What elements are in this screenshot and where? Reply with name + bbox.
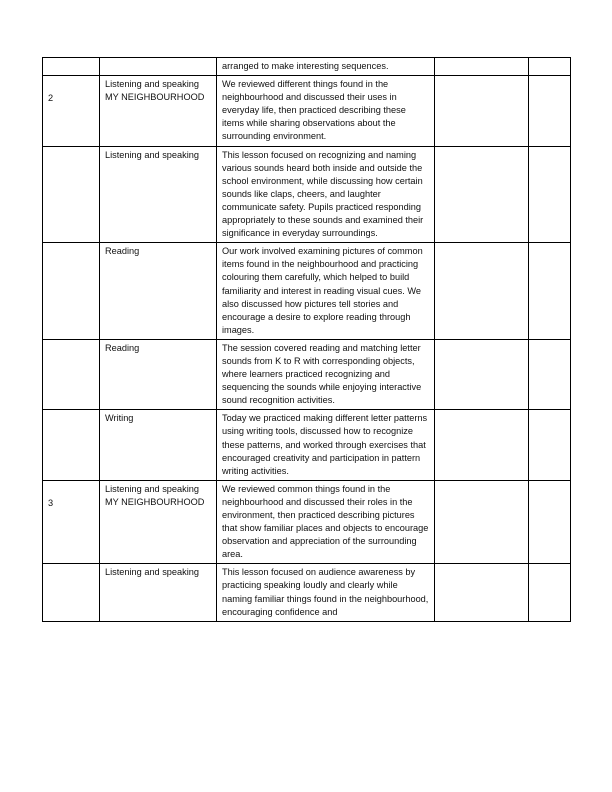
empty-cell [529, 410, 571, 480]
empty-cell [529, 76, 571, 146]
week-cell [43, 146, 100, 243]
empty-cell [529, 564, 571, 621]
notes-cell: We reviewed different things found in the neighbourhood and discussed their uses in everyday life, then practiced describing these items while sharing observations about the surrounding environment. [217, 76, 435, 146]
empty-cell [435, 564, 529, 621]
empty-cell [435, 410, 529, 480]
week-cell [43, 564, 100, 621]
lesson-notes-table [42, 57, 571, 622]
empty-cell [529, 146, 571, 243]
subject-cell: Listening and speaking [100, 564, 217, 621]
table-row [43, 564, 571, 621]
empty-cell [529, 58, 571, 76]
week-cell [43, 58, 100, 76]
subject-cell: Listening and speaking [100, 146, 217, 243]
week-cell [43, 410, 100, 480]
empty-cell [529, 480, 571, 564]
empty-cell [435, 76, 529, 146]
empty-cell [435, 480, 529, 564]
table-row [43, 58, 571, 76]
notes-cell: The session covered reading and matching letter sounds from K to R with corresponding objects, where learners practiced recognizing and sequencing the sounds while enjoying interactive sound recognition activities. [217, 339, 435, 409]
week-cell: 3 [43, 480, 100, 564]
subject-cell: Writing [100, 410, 217, 480]
subject-cell: Listening and speaking MY NEIGHBOURHOOD [100, 480, 217, 564]
subject-cell: Reading [100, 243, 217, 340]
subject-cell: Listening and speaking MY NEIGHBOURHOOD [100, 76, 217, 146]
empty-cell [529, 243, 571, 340]
table-row [43, 339, 571, 409]
notes-cell: This lesson focused on recognizing and naming various sounds heard both inside and outside the school environment, while discussing how certain sounds like claps, cheers, and laughter communicate safety. Pupils practiced responding appropriately to these sounds and examined their significance in everyday surroundings. [217, 146, 435, 243]
table-row [43, 243, 571, 340]
table-row [43, 146, 571, 243]
week-cell [43, 243, 100, 340]
notes-cell: We reviewed common things found in the neighbourhood and discussed their roles in the environment, then practiced describing pictures that show familiar places and objects to encourage observation and appreciation of the surrounding area. [217, 480, 435, 564]
table-row [43, 76, 571, 146]
empty-cell [435, 58, 529, 76]
empty-cell [529, 339, 571, 409]
week-cell: 2 [43, 76, 100, 146]
empty-cell [435, 243, 529, 340]
subject-cell [100, 58, 217, 76]
table-row [43, 480, 571, 564]
notes-cell: arranged to make interesting sequences. [217, 58, 435, 76]
week-cell [43, 339, 100, 409]
notes-cell: Our work involved examining pictures of common items found in the neighbourhood and practicing colouring them carefully, which helped to build familiarity and interest in reading visual cues. We also discussed how pictures tell stories and encourage a desire to explore reading through images. [217, 243, 435, 340]
table-row [43, 410, 571, 480]
empty-cell [435, 146, 529, 243]
notes-cell: This lesson focused on audience awareness by practicing speaking loudly and clearly while naming familiar things found in the neighbourhood, encouraging confidence and [217, 564, 435, 621]
subject-cell: Reading [100, 339, 217, 409]
empty-cell [435, 339, 529, 409]
notes-cell: Today we practiced making different letter patterns using writing tools, discussed how to recognize these patterns, and worked through exercises that encouraged creativity and participation in pattern writing activities. [217, 410, 435, 480]
